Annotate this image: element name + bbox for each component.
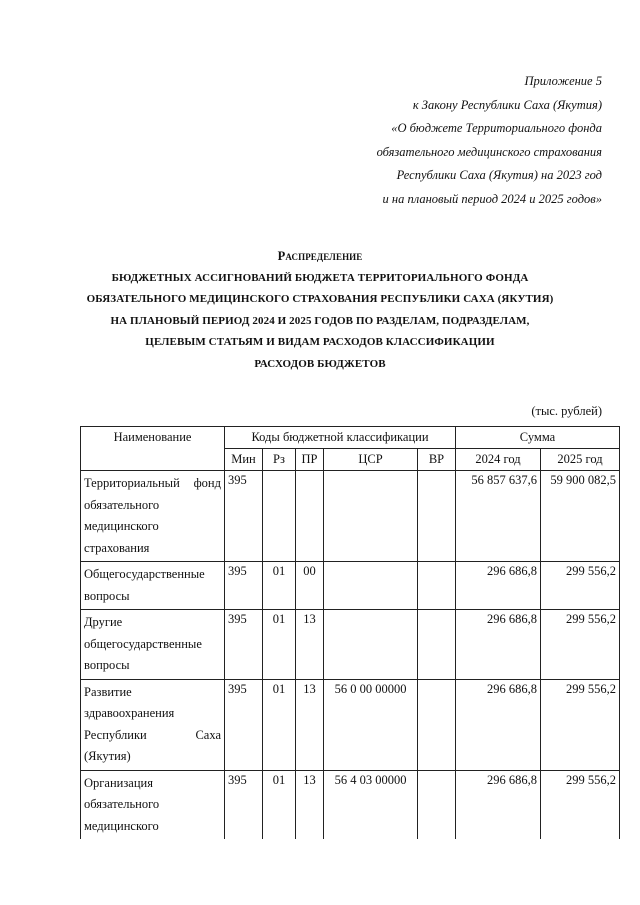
row-name: Развитие здравоохранения Республики Саха (Якутия) — [81, 679, 225, 770]
row-min: 395 — [225, 562, 263, 610]
row-2025: 299 556,2 — [541, 679, 620, 770]
unit-label: (тыс. рублей) — [531, 404, 602, 418]
row-rz: 01 — [263, 770, 296, 839]
row-pr: 13 — [296, 770, 324, 839]
row-min: 395 — [225, 770, 263, 839]
header-min: Мин — [225, 449, 263, 471]
header-2024: 2024 год — [456, 449, 541, 471]
appendix-line: Республики Саха (Якутия) на 2023 год — [396, 168, 602, 182]
header-csr: ЦСР — [324, 449, 418, 471]
header-codes: Коды бюджетной классификации — [225, 427, 456, 449]
header-2025: 2025 год — [541, 449, 620, 471]
appendix-reference — [377, 70, 602, 211]
table-row — [81, 610, 620, 680]
row-vr — [418, 679, 456, 770]
row-name: Другие общегосударственные вопросы — [81, 610, 225, 680]
row-csr — [324, 562, 418, 610]
row-vr — [418, 471, 456, 562]
row-vr — [418, 770, 456, 839]
row-2024: 296 686,8 — [456, 679, 541, 770]
row-pr: 13 — [296, 679, 324, 770]
row-name: Организация обязательного медицинского — [81, 770, 225, 839]
row-vr — [418, 610, 456, 680]
row-2025: 299 556,2 — [541, 562, 620, 610]
table-row — [81, 471, 620, 562]
header-rz: Рз — [263, 449, 296, 471]
row-name: Территориальный фонд обязательного медицинского страхования — [81, 471, 225, 562]
header-vr: ВР — [418, 449, 456, 471]
row-min: 395 — [225, 471, 263, 562]
title-line: Распределение — [277, 249, 363, 263]
header-sum: Сумма — [456, 427, 620, 449]
row-pr: 00 — [296, 562, 324, 610]
table-row — [81, 679, 620, 770]
row-csr: 56 4 03 00000 — [324, 770, 418, 839]
budget-table — [80, 426, 620, 839]
title-line: РАСХОДОВ БЮДЖЕТОВ — [254, 357, 386, 370]
row-pr — [296, 471, 324, 562]
title-line: НА ПЛАНОВЫЙ ПЕРИОД 2024 И 2025 ГОДОВ ПО РАЗДЕЛАМ, ПОДРАЗДЕЛАМ, — [110, 314, 530, 327]
header-row — [81, 427, 620, 449]
table-row — [81, 562, 620, 610]
row-csr — [324, 610, 418, 680]
row-2024: 296 686,8 — [456, 610, 541, 680]
row-rz: 01 — [263, 562, 296, 610]
appendix-line: к Закону Республики Саха (Якутия) — [412, 97, 602, 112]
row-pr: 13 — [296, 610, 324, 680]
appendix-line: и на плановый период 2024 и 2025 годов» — [382, 191, 602, 206]
row-csr: 56 0 00 00000 — [324, 679, 418, 770]
row-rz — [263, 471, 296, 562]
row-csr — [324, 471, 418, 562]
row-vr — [418, 562, 456, 610]
title-line: ОБЯЗАТЕЛЬНОГО МЕДИЦИНСКОГО СТРАХОВАНИЯ РЕСПУБЛИКИ САХА (ЯКУТИЯ) — [86, 293, 554, 306]
appendix-line: Приложение 5 — [524, 74, 602, 88]
document-title — [0, 246, 640, 376]
row-2025: 299 556,2 — [541, 610, 620, 680]
row-2024: 296 686,8 — [456, 562, 541, 610]
title-line: ЦЕЛЕВЫМ СТАТЬЯМ И ВИДАМ РАСХОДОВ КЛАССИФИКАЦИИ — [145, 336, 495, 349]
header-name: Наименование — [81, 427, 225, 471]
appendix-line: обязательного медицинского страхования — [376, 144, 602, 159]
row-2024: 296 686,8 — [456, 770, 541, 839]
row-min: 395 — [225, 610, 263, 680]
row-2024: 56 857 637,6 — [456, 471, 541, 562]
row-2025: 299 556,2 — [541, 770, 620, 839]
row-rz: 01 — [263, 610, 296, 680]
appendix-line: «О бюджете Территориального фонда — [391, 121, 602, 135]
row-name: Общегосударственные вопросы — [81, 562, 225, 610]
row-min: 395 — [225, 679, 263, 770]
row-2025: 59 900 082,5 — [541, 471, 620, 562]
title-line: БЮДЖЕТНЫХ АССИГНОВАНИЙ БЮДЖЕТА ТЕРРИТОРИАЛЬНОГО ФОНДА — [111, 271, 529, 284]
row-rz: 01 — [263, 679, 296, 770]
header-pr: ПР — [296, 449, 324, 471]
table-row — [81, 770, 620, 839]
